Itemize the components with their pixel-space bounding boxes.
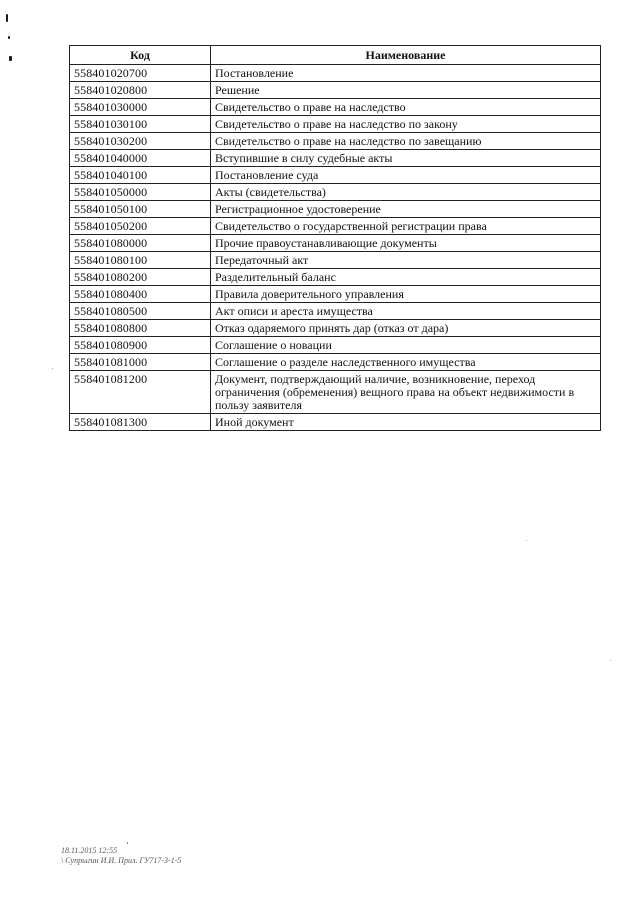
table-row <box>70 82 601 99</box>
row-code: 558401080500 <box>70 303 211 320</box>
table-row <box>70 235 601 252</box>
row-code: 558401020800 <box>70 82 211 99</box>
document-codes-table <box>69 45 601 431</box>
row-name: Соглашение о разделе наследственного имущества <box>211 354 601 371</box>
row-name: Правила доверительного управления <box>211 286 601 303</box>
scan-speck <box>127 842 128 844</box>
table-row <box>70 320 601 337</box>
row-code: 558401080200 <box>70 269 211 286</box>
print-footer <box>61 846 181 866</box>
row-code: 558401030000 <box>70 99 211 116</box>
column-header-code: Код <box>70 46 211 65</box>
table-row <box>70 184 601 201</box>
row-name: Постановление суда <box>211 167 601 184</box>
row-name: Иной документ <box>211 414 601 431</box>
row-code: 558401040000 <box>70 150 211 167</box>
scan-speck <box>526 540 527 541</box>
table-row <box>70 201 601 218</box>
row-code: 558401081200 <box>70 371 211 414</box>
table-header-row <box>70 46 601 65</box>
row-code: 558401080400 <box>70 286 211 303</box>
table-row <box>70 371 601 414</box>
scan-speck <box>52 368 53 369</box>
scan-speck <box>8 36 10 39</box>
table-row <box>70 354 601 371</box>
table-row <box>70 99 601 116</box>
table-row <box>70 303 601 320</box>
table-row <box>70 269 601 286</box>
row-code: 558401080900 <box>70 337 211 354</box>
row-name: Отказ одаряемого принять дар (отказ от дара) <box>211 320 601 337</box>
row-name: Регистрационное удостоверение <box>211 201 601 218</box>
table-row <box>70 286 601 303</box>
row-name: Свидетельство о праве на наследство по завещанию <box>211 133 601 150</box>
row-code: 558401080800 <box>70 320 211 337</box>
table-row <box>70 65 601 82</box>
row-name: Вступившие в силу судебные акты <box>211 150 601 167</box>
table-row <box>70 218 601 235</box>
row-name: Соглашение о новации <box>211 337 601 354</box>
table-row <box>70 133 601 150</box>
table-row <box>70 414 601 431</box>
row-name: Прочие правоустанавливающие документы <box>211 235 601 252</box>
row-name: Решение <box>211 82 601 99</box>
row-code: 558401081000 <box>70 354 211 371</box>
scan-speck <box>9 56 12 61</box>
row-name: Разделительный баланс <box>211 269 601 286</box>
row-name: Постановление <box>211 65 601 82</box>
row-name: Акты (свидетельства) <box>211 184 601 201</box>
row-code: 558401030200 <box>70 133 211 150</box>
column-header-name: Наименование <box>211 46 601 65</box>
footer-reference: \ Супрыгин И.И. Прил. ГУ717-3-1-5 <box>61 856 182 865</box>
row-name: Документ, подтверждающий наличие, возникновение, переход ограничения (обременения) вещного права на объект недвижимости в пользу заявителя <box>211 371 601 414</box>
scan-speck <box>6 14 8 22</box>
row-code: 558401081300 <box>70 414 211 431</box>
row-code: 558401050200 <box>70 218 211 235</box>
row-name: Акт описи и ареста имущества <box>211 303 601 320</box>
row-code: 558401050000 <box>70 184 211 201</box>
row-code: 558401030100 <box>70 116 211 133</box>
row-code: 558401020700 <box>70 65 211 82</box>
row-name: Свидетельство о праве на наследство по закону <box>211 116 601 133</box>
scan-speck <box>610 660 611 661</box>
row-name: Передаточный акт <box>211 252 601 269</box>
row-name: Свидетельство о праве на наследство <box>211 99 601 116</box>
row-code: 558401080000 <box>70 235 211 252</box>
footer-timestamp: 18.11.2015 12:55 <box>61 846 118 855</box>
table-row <box>70 150 601 167</box>
table-row <box>70 337 601 354</box>
row-code: 558401050100 <box>70 201 211 218</box>
row-name: Свидетельство о государственной регистрации права <box>211 218 601 235</box>
table-row <box>70 252 601 269</box>
table-row <box>70 116 601 133</box>
table-row <box>70 167 601 184</box>
row-code: 558401040100 <box>70 167 211 184</box>
row-code: 558401080100 <box>70 252 211 269</box>
